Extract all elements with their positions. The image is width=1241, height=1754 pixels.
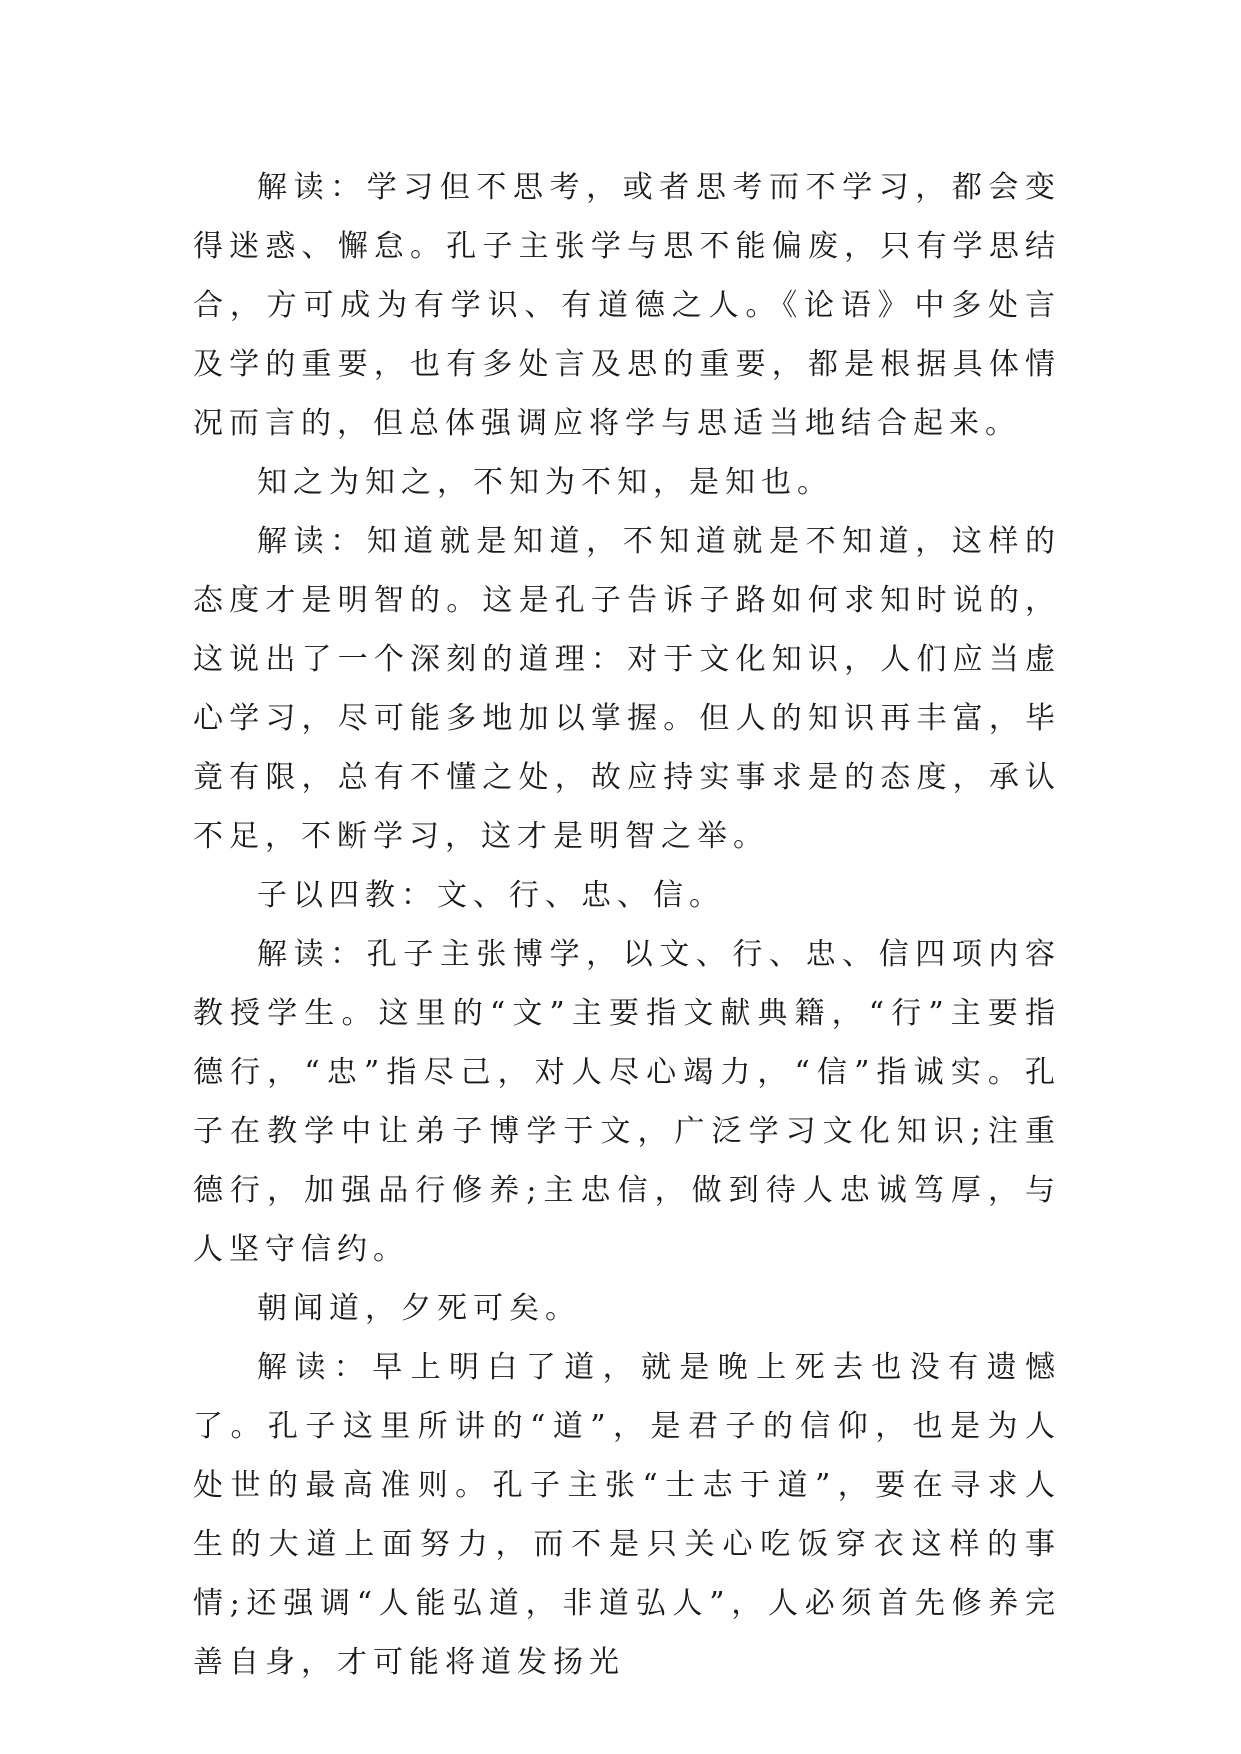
paragraph-interpretation-1: 解读：学习但不思考，或者思考而不学习，都会变得迷惑、懈怠。孔子主张学与思不能偏废，只有学思结合，方可成为有学识、有道德之人。《论语》中多处言及学的重要，也有多处言及思的重要，都是根据具体情况而言的，但总体强调应将学与思适当地结合起来。 <box>193 170 1061 441</box>
paragraph-interpretation-2: 解读：知道就是知道，不知道就是不知道，这样的态度才是明智的。这是孔子告诉子路如何求知时说的，这说出了一个深刻的道理：对于文化知识，人们应当虚心学习，尽可能多地加以掌握。但人的知识再丰富，毕竟有限，总有不懂之处，故应持实事求是的态度，承认不足，不断学习，这才是明智之举。 <box>193 524 1061 854</box>
paragraph-interpretation-3: 解读：孔子主张博学，以文、行、忠、信四项内容教授学生。这里的“文”主要指文献典籍，“行”主要指德行，“忠”指尽己，对人尽心竭力，“信”指诚实。孔子在教学中让弟子博学于文，广泛学习文化知识;注重德行，加强品行修养;主忠信，做到待人忠诚笃厚，与人坚守信约。 <box>193 937 1061 1267</box>
paragraph-interpretation-4: 解读：早上明白了道，就是晚上死去也没有遗憾了。孔子这里所讲的“道”，是君子的信仰，也是为人处世的最高准则。孔子主张“士志于道”，要在寻求人生的大道上面努力，而不是只关心吃饭穿衣这样的事情;还强调“人能弘道，非道弘人”，人必须首先修养完善自身，才可能将道发扬光 <box>193 1350 1061 1680</box>
paragraph-quote-sijiao: 子以四教：文、行、忠、信。 <box>257 878 725 913</box>
paragraph-quote-zhi: 知之为知之，不知为不知，是知也。 <box>257 465 833 500</box>
paragraph-quote-wendao: 朝闻道，夕死可矣。 <box>257 1291 581 1326</box>
document-body <box>193 158 1061 1692</box>
